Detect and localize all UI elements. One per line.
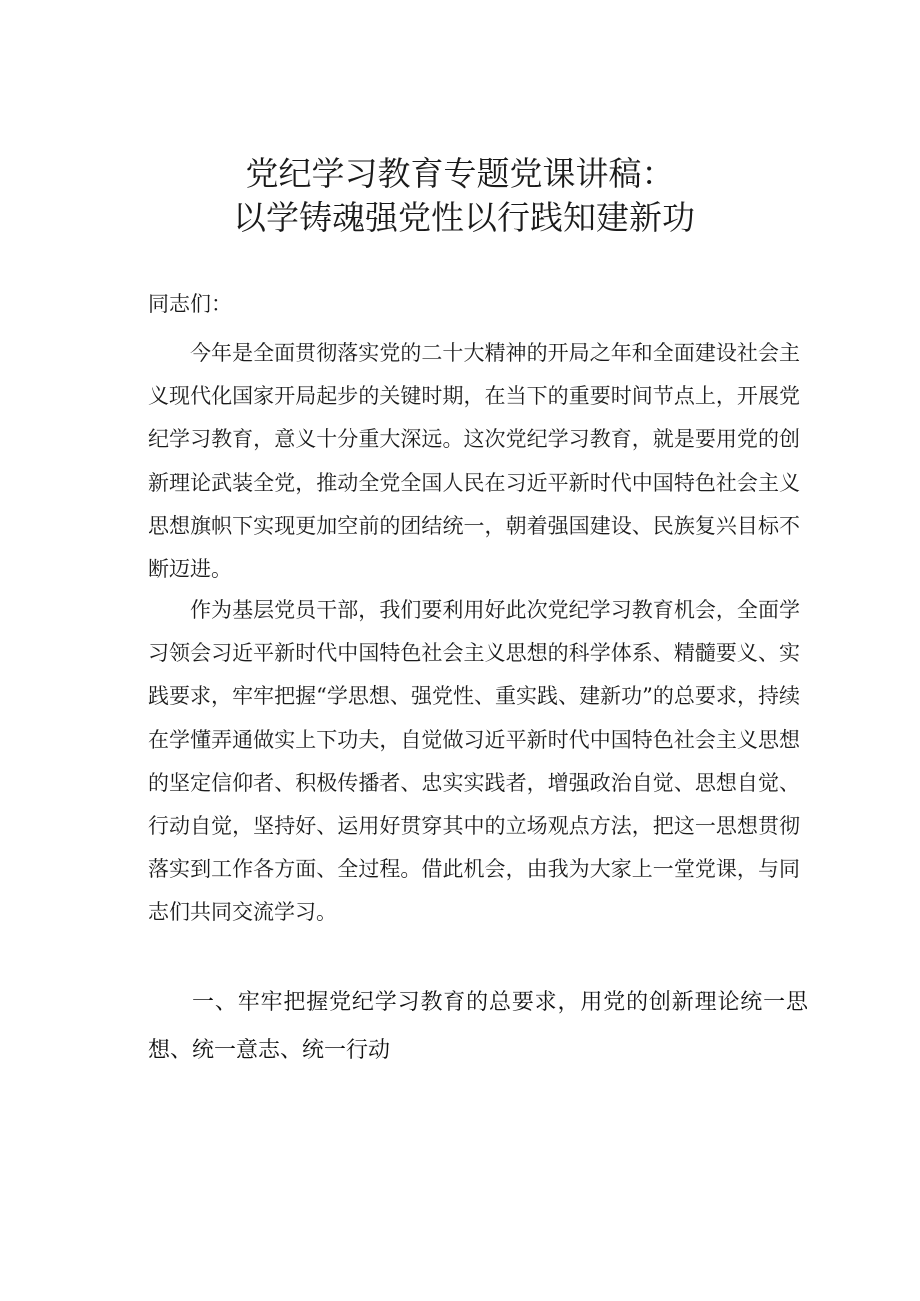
paragraph-2: 作为基层党员干部，我们要利用好此次党纪学习教育机会，全面学习领会习近平新时代中国特色社会主义思想的科学体系、精髓要义、实践要求，牢牢把握“学思想、强党性、重实践、建新功”的总要求，持续在学懂弄通做实上下功夫，自觉做习近平新时代中国特色社会主义思想的坚定信仰者、积极传播者、忠实实践者，增强政治自觉、思想自觉、行动自觉，坚持好、运用好贯穿其中的立场观点方法，把这一思想贯彻落实到工作各方面、全过程。借此机会，由我为大家上一堂党课，与同志们共同交流学习。 [148, 598, 800, 925]
paragraph-1: 今年是全面贯彻落实党的二十大精神的开局之年和全面建设社会主义现代化国家开局起步的关键时期，在当下的重要时间节点上，开展党纪学习教育，意义十分重大深远。这次党纪学习教育，就是要用党的创新理论武装全党，推动全党全国人民在习近平新时代中国特色社会主义思想旗帜下实现更加空前的团结统一，朝着强国建设、民族复兴目标不断迈进。 [148, 341, 800, 582]
section-heading-1: 一、牢牢把握党纪学习教育的总要求，用党的创新理论统一思想、统一意志、统一行动 [148, 990, 808, 1063]
title-line-2: 以学铸魂强党性以行践知建新功 [233, 198, 695, 237]
salutation: 同志们： [148, 292, 232, 316]
document-title [0, 152, 920, 240]
title-line-1: 党纪学习教育专题党课讲稿： [245, 154, 675, 193]
